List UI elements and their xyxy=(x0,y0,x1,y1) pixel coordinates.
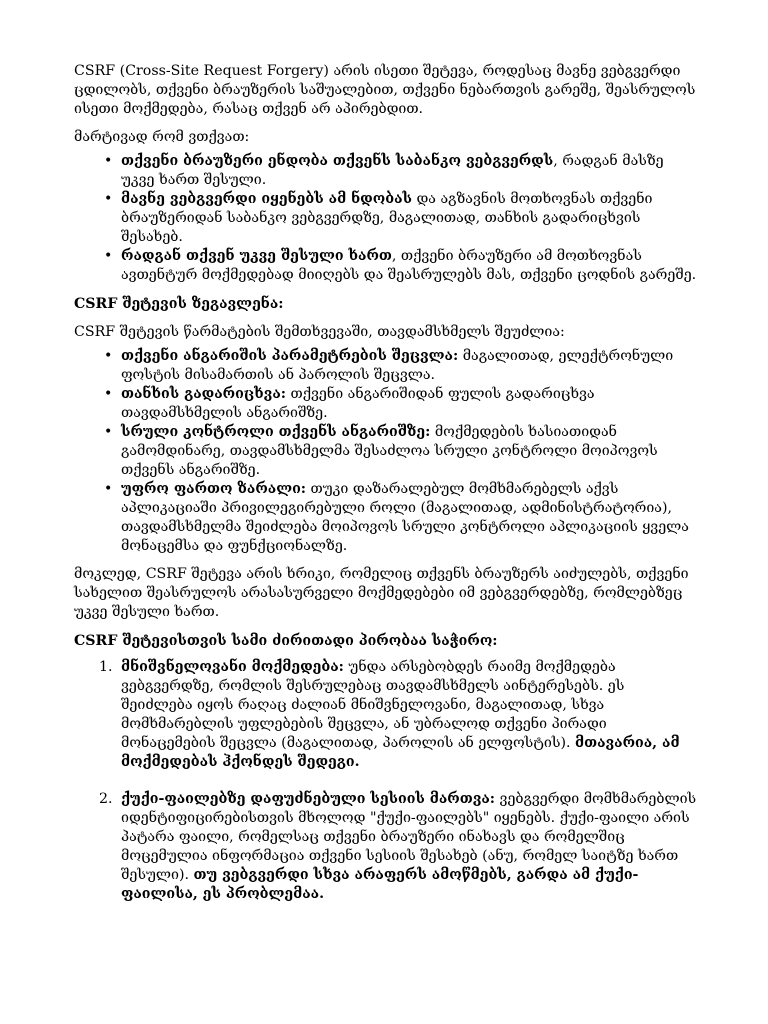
summary-paragraph: მოკლედ, CSRF შეტევა არის ხრიკი, რომელიც თქვენს ბრაუზერს აიძულებს, თქვენი სახელით შეასრულოს არასასურველი მოქმედებები იმ ვებგვერდებზე, რომლებზეც უკვე შესული ხართ. xyxy=(74,566,689,620)
simple-lead: მარტივად რომ ვთქვათ: xyxy=(74,129,250,145)
list-item: • მავნე ვებგვერდი იყენებს ამ ნდობას და აგზავნის მოთხოვნას თქვენი ბრაუზერიდან საბანკო ვებგვერდზე, მაგალითად, თანხის გადარიცხვის შესახებ. xyxy=(121,190,698,247)
intro-paragraph: CSRF (Cross-Site Request Forgery) არის ისეთი შეტევა, როდესაც მავნე ვებგვერდი ცდილობს, თქვენი ბრაუზერის საშუალებით, თქვენი ნებართვის გარეშე, შეასრულოს ისეთი მოქმედება, რასაც თქვენ არ აპირებდით. xyxy=(74,63,696,117)
list-item: • თქვენი ანგარიშის პარამეტრების შეცვლა: მაგალითად, ელექტრონული ფოსტის მისამართის ან პაროლის შეცვლა. xyxy=(121,347,698,385)
conditions-heading: CSRF შეტევისთვის სამი ძირითადი პირობაა საჭირო: xyxy=(74,633,498,649)
simple-list xyxy=(74,152,698,285)
list-item: 2. ქუქი-ფაილებზე დაფუძნებული სესიის მართვა: ვებგვერდი მომხმარებლის იდენტიფიცირებისთვის მხოლოდ "ქუქი-ფაილებს" იყენებს. ქუქი-ფაილი არის პატარა ფაილი, რომელსაც თქვენი ბრაუზერი ინახავს და რომელშიც მოცემულია ინფორმაცია თქვენი სესიის შესახებ (ანუ, რომელ საიტზე ხართ შესული). თუ ვებგვერდი სხვა არაფერს ამოწმებს, გარდა ამ ქუქი-ფაილისა, ეს პრობლემაა. xyxy=(99,791,697,902)
conditions-list xyxy=(74,658,698,904)
impact-lead: CSRF შეტევის წარმატების შემთხვევაში, თავდამსხმელს შეუძლია: xyxy=(74,324,565,340)
list-item: • სრული კონტროლი თქვენს ანგარიშზე: მოქმედების ხასიათიდან გამომდინარე, თავდამსხმელმა შესაძლოა სრული კონტროლი მოიპოვოს თქვენს ანგარიშზე. xyxy=(121,423,698,480)
list-item: • თანხის გადარიცხვა: თქვენი ანგარიშიდან ფულის გადარიცხვა თავდამსხმელის ანგარიშზე. xyxy=(121,385,698,423)
list-item: • თქვენი ბრაუზერი ენდობა თქვენს საბანკო ვებგვერდს, რადგან მასზე უკვე ხართ შესული. xyxy=(121,152,698,190)
document-page xyxy=(74,62,698,922)
list-item: 1. მნიშვნელოვანი მოქმედება: უნდა არსებობდეს რაიმე მოქმედება ვებგვერდზე, რომლის შესრულებაც თავდამსხმელს აინტერესებს. ეს შეიძლება იყოს რაღაც ძალიან მნიშვნელოვანი, მაგალითად, სხვა მომხმარებლის უფლებების შეცვლა, ან უბრალოდ თქვენი პირადი მონაცემების შეცვლა (მაგალითად, პაროლის ან ელფოსტის). მთავარია, ამ მოქმედებას ჰქონდეს შედეგი. xyxy=(99,659,680,770)
impact-heading: CSRF შეტევის ზეგავლენა: xyxy=(74,296,284,312)
list-item: • რადგან თქვენ უკვე შესული ხართ, თქვენი ბრაუზერი ამ მოთხოვნას ავთენტურ მოქმედებად მიიღებს და შეასრულებს მას, თქვენი ცოდნის გარეშე. xyxy=(121,247,698,285)
impact-list xyxy=(74,347,698,556)
list-item: • უფრო ფართო ზარალი: თუკი დაზარალებულ მომხმარებელს აქვს აპლიკაციაში პრივილეგირებული როლი (მაგალითად, ადმინისტრატორია), თავდამსხმელმა შეიძლება მოიპოვოს სრული კონტროლი აპლიკაციის ყველა მონაცემსა და ფუნქციონალზე. xyxy=(121,480,698,556)
